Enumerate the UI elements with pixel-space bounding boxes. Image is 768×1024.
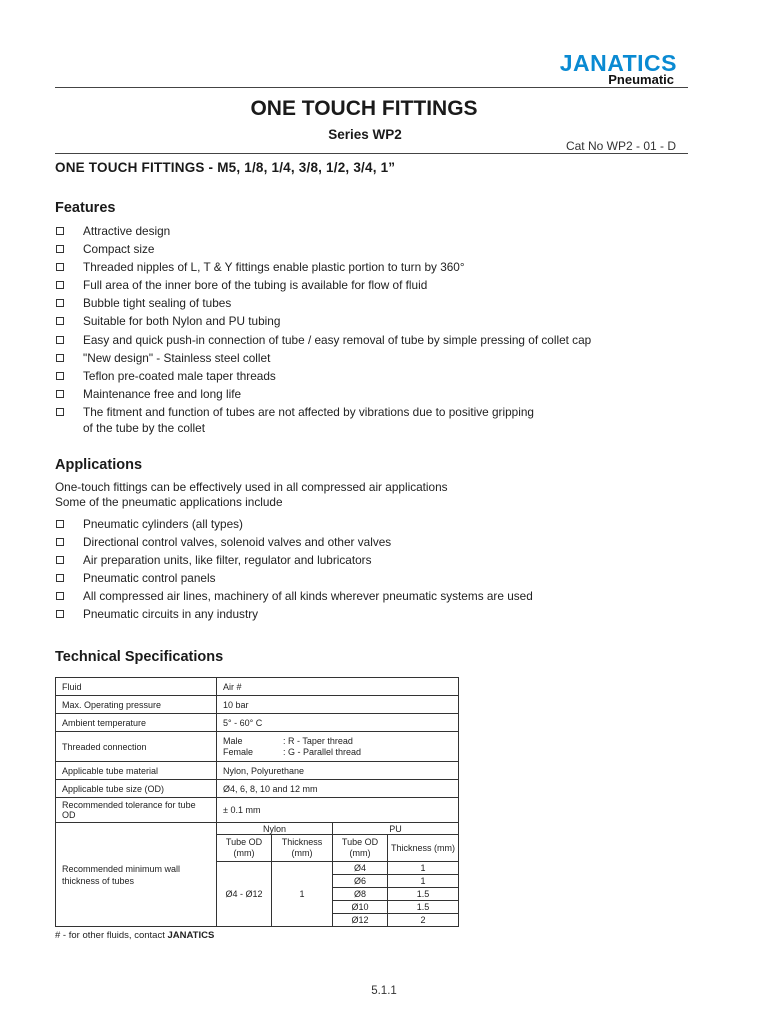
list-item: Attractive design <box>55 222 591 240</box>
list-item: Full area of the inner bore of the tubing is available for flow of fluid <box>55 276 591 294</box>
list-item: Threaded nipples of L, T & Y fittings enable plastic portion to turn by 360° <box>55 258 591 276</box>
spec-value: 5° - 60° C <box>217 714 459 732</box>
checkbox-bullet-icon <box>56 556 64 564</box>
features-heading: Features <box>55 200 116 216</box>
checkbox-bullet-icon <box>56 610 64 618</box>
applications-intro-2: Some of the pneumatic applications include <box>55 495 283 509</box>
list-item: "New design" - Stainless steel collet <box>55 349 591 367</box>
pu-thickness: 1.5 <box>388 888 459 901</box>
nylon-od: Ø4 - Ø12 <box>217 862 272 927</box>
column-header: Thickness (mm) <box>388 835 459 862</box>
janatics-logo <box>517 52 677 88</box>
spec-value: ± 0.1 mm <box>217 798 459 823</box>
list-item: Pneumatic control panels <box>55 569 533 587</box>
features-list <box>55 222 591 435</box>
table-row <box>56 780 459 798</box>
checkbox-bullet-icon <box>56 372 64 380</box>
spec-label: Threaded connection <box>56 732 217 762</box>
list-item: Compact size <box>55 240 591 258</box>
pu-thickness: 2 <box>388 914 459 927</box>
footnote-brand: JANATICS <box>167 930 215 941</box>
pu-header: PU <box>333 823 459 835</box>
table-row <box>56 696 459 714</box>
checkbox-bullet-icon <box>56 317 64 325</box>
series-subtitle: Series WP2 <box>328 127 402 142</box>
checkbox-bullet-icon <box>56 263 64 271</box>
checkbox-bullet-icon <box>56 390 64 398</box>
column-header: Tube OD (mm) <box>217 835 272 862</box>
pu-od: Ø6 <box>333 875 388 888</box>
spec-value: 10 bar <box>217 696 459 714</box>
tech-spec-heading: Technical Specifications <box>55 649 224 665</box>
pu-od: Ø8 <box>333 888 388 901</box>
list-item: Pneumatic circuits in any industry <box>55 605 533 623</box>
pu-thickness: 1.5 <box>388 901 459 914</box>
checkbox-bullet-icon <box>56 574 64 582</box>
spec-label: Recommended tolerance for tube OD <box>56 798 217 823</box>
spec-value: Air # <box>217 678 459 696</box>
checkbox-bullet-icon <box>56 538 64 546</box>
list-item: Bubble tight sealing of tubes <box>55 294 591 312</box>
page-title: ONE TOUCH FITTINGS <box>250 97 478 120</box>
page-number: 5.1.1 <box>371 985 397 997</box>
pu-od: Ø10 <box>333 901 388 914</box>
spec-value: Ø4, 6, 8, 10 and 12 mm <box>217 780 459 798</box>
table-row <box>56 732 459 762</box>
checkbox-bullet-icon <box>56 227 64 235</box>
list-item: Easy and quick push-in connection of tube / easy removal of tube by simple pressing of collet cap <box>55 331 591 349</box>
list-item: All compressed air lines, machinery of all kinds wherever pneumatic systems are used <box>55 587 533 605</box>
catalog-number: Cat No WP2 - 01 - D <box>565 139 676 153</box>
top-divider <box>55 87 688 88</box>
logo-sub: Pneumatic <box>608 72 674 87</box>
pu-thickness: 1 <box>388 862 459 875</box>
pu-od: Ø4 <box>333 862 388 875</box>
spec-label: Max. Operating pressure <box>56 696 217 714</box>
nylon-thickness: 1 <box>272 862 333 927</box>
checkbox-bullet-icon <box>56 408 64 416</box>
checkbox-bullet-icon <box>56 281 64 289</box>
list-item: Teflon pre-coated male taper threads <box>55 367 591 385</box>
list-item: Suitable for both Nylon and PU tubing <box>55 312 591 330</box>
checkbox-bullet-icon <box>56 354 64 362</box>
nylon-header: Nylon <box>217 823 333 835</box>
table-row <box>56 823 459 835</box>
spec-table <box>55 677 459 927</box>
spec-value: Nylon, Polyurethane <box>217 762 459 780</box>
applications-intro-1: One-touch fittings can be effectively used in all compressed air applications <box>55 480 448 494</box>
list-item: Pneumatic cylinders (all types) <box>55 515 533 533</box>
pu-thickness: 1 <box>388 875 459 888</box>
checkbox-bullet-icon <box>56 592 64 600</box>
spec-label: Applicable tube material <box>56 762 217 780</box>
logo-brand: JANATICS <box>559 50 677 76</box>
applications-heading: Applications <box>55 457 143 473</box>
checkbox-bullet-icon <box>56 336 64 344</box>
table-row <box>56 678 459 696</box>
list-item: Air preparation units, like filter, regulator and lubricators <box>55 551 533 569</box>
sizes-heading: ONE TOUCH FITTINGS - M5, 1/8, 1/4, 3/8, 1/2, 3/4, 1” <box>55 160 396 175</box>
spec-value: Male : R - Taper thread Female : G - Parallel thread <box>217 732 459 762</box>
footnote: # - for other fluids, contact JANATICS <box>55 930 215 941</box>
spec-label: Fluid <box>56 678 217 696</box>
checkbox-bullet-icon <box>56 520 64 528</box>
column-header: Thickness (mm) <box>272 835 333 862</box>
table-row <box>56 714 459 732</box>
list-item: The fitment and function of tubes are not affected by vibrations due to positive gripping of the tube by the collet <box>55 403 591 435</box>
spec-label: Ambient temperature <box>56 714 217 732</box>
column-header: Tube OD (mm) <box>333 835 388 862</box>
spec-label: Applicable tube size (OD) <box>56 780 217 798</box>
table-row <box>56 798 459 823</box>
pu-od: Ø12 <box>333 914 388 927</box>
checkbox-bullet-icon <box>56 245 64 253</box>
table-row <box>56 762 459 780</box>
section-divider <box>55 153 688 154</box>
spec-label: Recommended minimum wall thickness of tubes <box>56 823 217 927</box>
checkbox-bullet-icon <box>56 299 64 307</box>
list-item: Maintenance free and long life <box>55 385 591 403</box>
list-item: Directional control valves, solenoid valves and other valves <box>55 533 533 551</box>
applications-list <box>55 515 533 624</box>
